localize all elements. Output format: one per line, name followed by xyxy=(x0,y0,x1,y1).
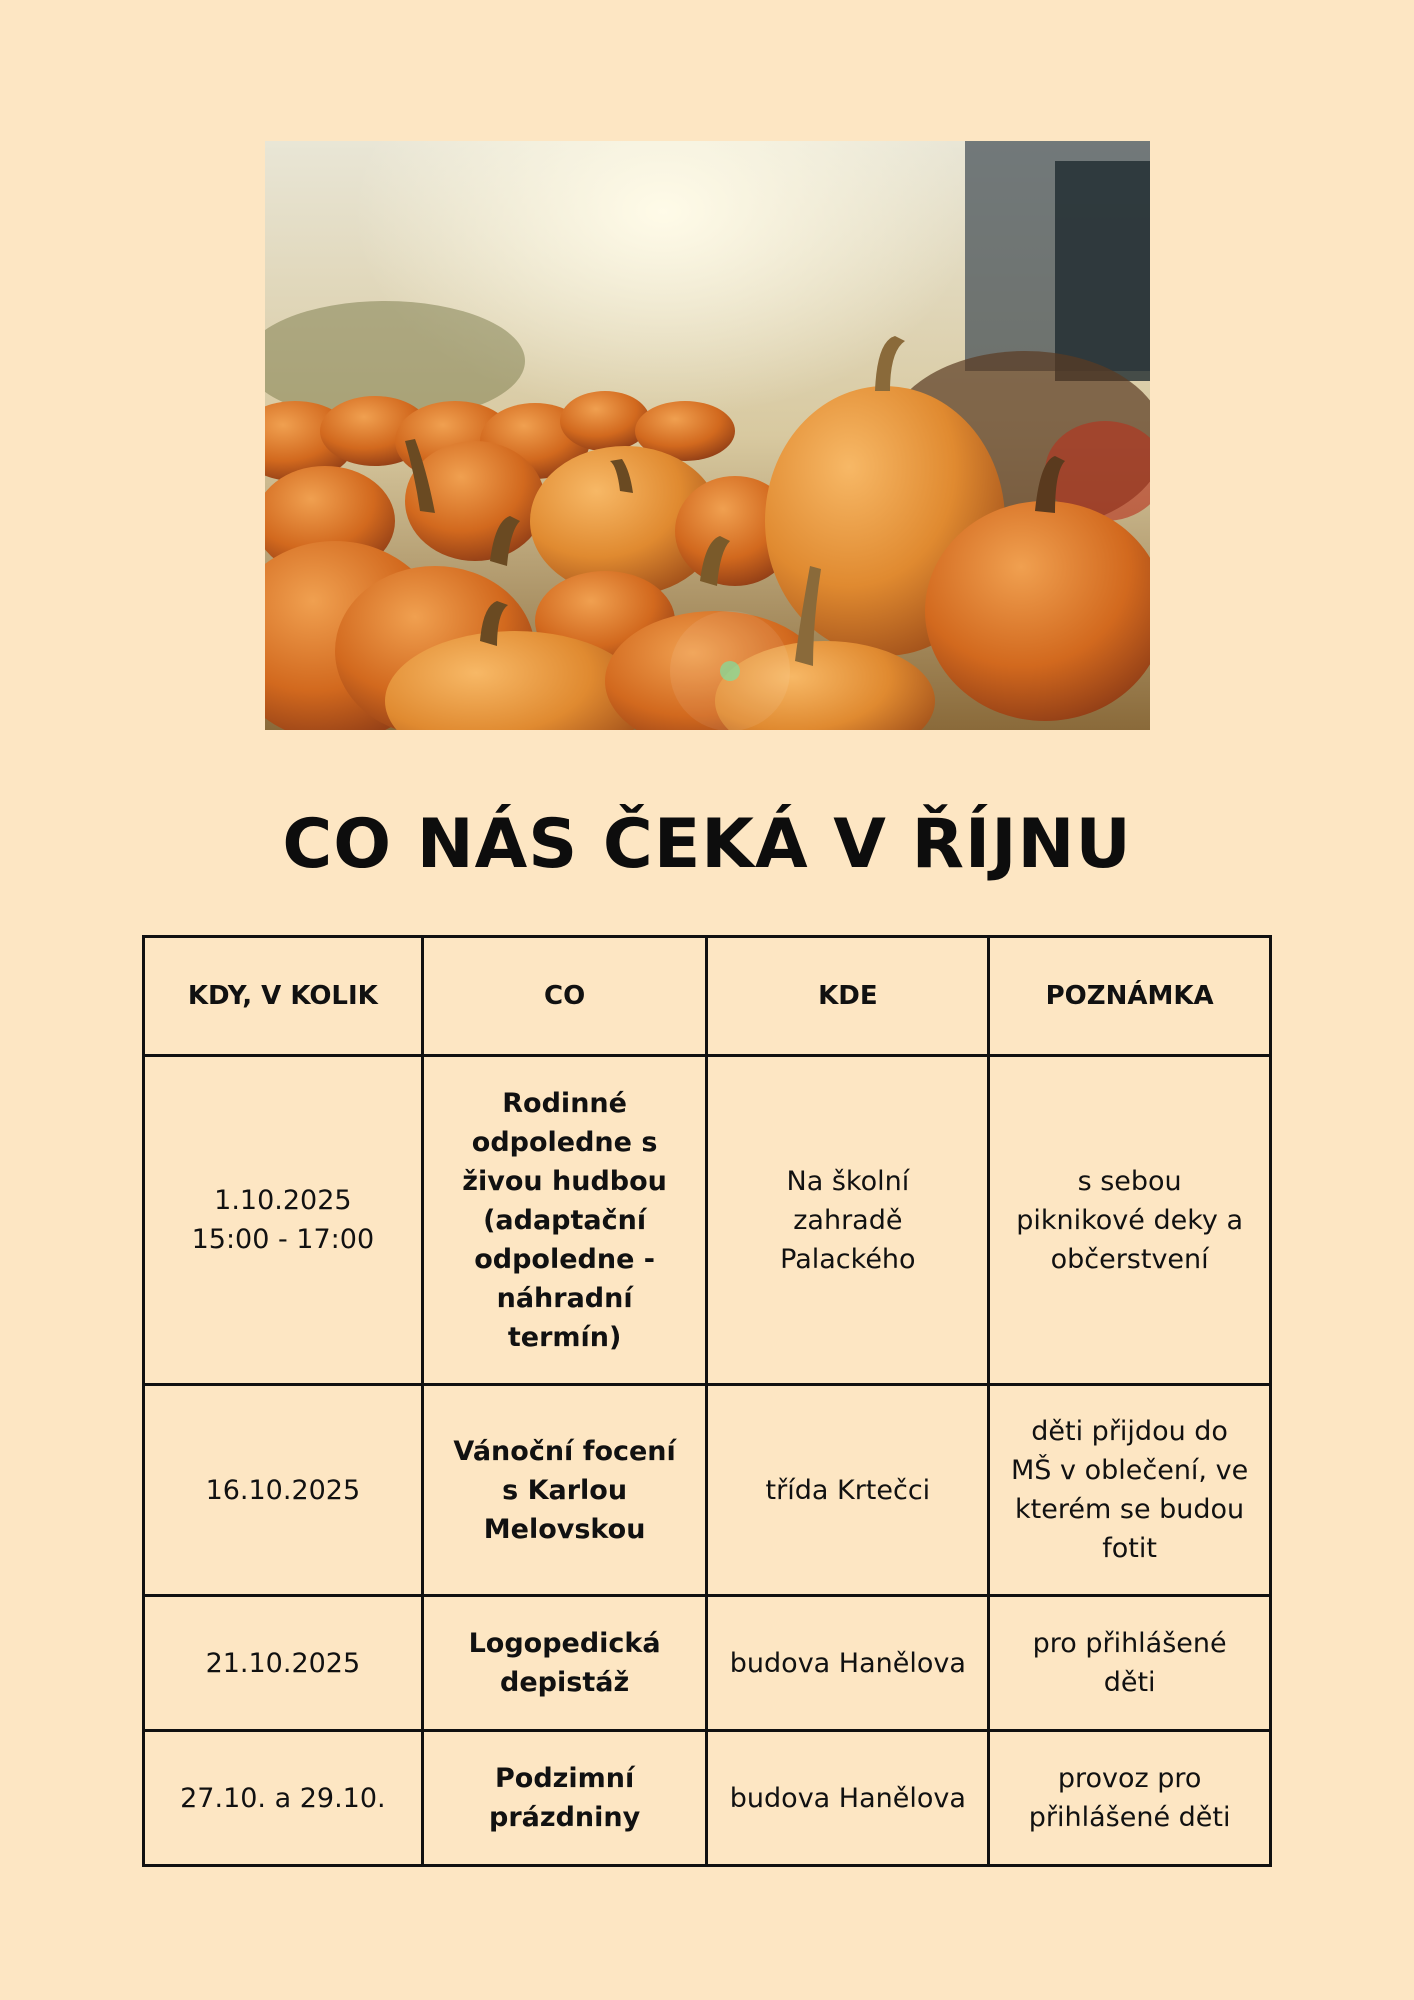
table-row xyxy=(144,1596,1271,1731)
page-title: CO NÁS ČEKÁ V ŘÍJNU xyxy=(282,805,1132,884)
cell-what: Vánoční focení s Karlou Melovskou xyxy=(422,1385,707,1596)
header-where: KDE xyxy=(707,937,989,1056)
cell-where: budova Hanělova xyxy=(707,1596,989,1731)
table-row xyxy=(144,1056,1271,1385)
pumpkins-photo-icon xyxy=(265,141,1150,730)
table-header-row xyxy=(144,937,1271,1056)
cell-note: provoz pro přihlášené děti xyxy=(989,1731,1271,1866)
cell-where: třída Krtečci xyxy=(707,1385,989,1596)
table-row xyxy=(144,1731,1271,1866)
header-what: CO xyxy=(422,937,707,1056)
cell-where: Na školní zahradě Palackého xyxy=(707,1056,989,1385)
header-when: KDY, V KOLIK xyxy=(144,937,423,1056)
cell-note: s sebou piknikové deky a občerstvení xyxy=(989,1056,1271,1385)
cell-what: Logopedická depistáž xyxy=(422,1596,707,1731)
cell-where: budova Hanělova xyxy=(707,1731,989,1866)
table-row xyxy=(144,1385,1271,1596)
cell-when: 27.10. a 29.10. xyxy=(144,1731,423,1866)
cell-note: děti přijdou do MŠ v oblečení, ve kterém se budou fotit xyxy=(989,1385,1271,1596)
cell-when: 1.10.2025 15:00 - 17:00 xyxy=(144,1056,423,1385)
cell-what: Rodinné odpoledne s živou hudbou (adaptační odpoledne - náhradní termín) xyxy=(422,1056,707,1385)
events-table xyxy=(142,935,1272,1867)
cell-note: pro přihlášené děti xyxy=(989,1596,1271,1731)
pumpkins-photo xyxy=(265,141,1150,730)
header-note: POZNÁMKA xyxy=(989,937,1271,1056)
cell-when: 16.10.2025 xyxy=(144,1385,423,1596)
cell-when: 21.10.2025 xyxy=(144,1596,423,1731)
cell-what: Podzimní prázdniny xyxy=(422,1731,707,1866)
